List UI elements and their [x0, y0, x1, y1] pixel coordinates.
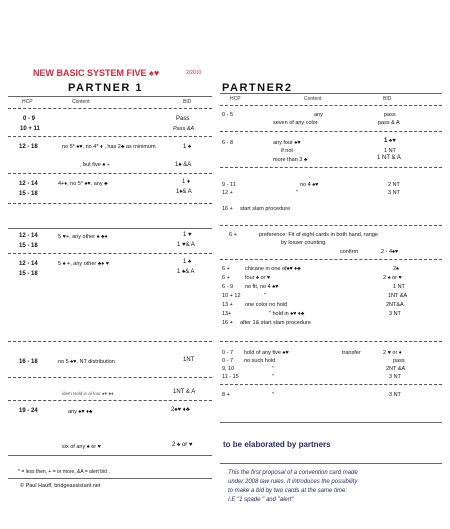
bid: pass [384, 112, 396, 118]
content: any ♠♥ ♦♣ [68, 409, 93, 415]
content: " hold in ♠♥ ♦♣ [269, 311, 305, 317]
note-line: This the first proposal of a convention card made [228, 470, 358, 476]
bid: 3 NT [389, 311, 401, 317]
content: start slam procedure [240, 206, 291, 212]
divider [220, 259, 442, 260]
content: six of any ♠ or ♥ [62, 444, 101, 450]
bid: 3 NT [389, 392, 401, 398]
hcp: 9, 10 [222, 366, 235, 372]
hcp: 12 - 18 [19, 144, 38, 150]
content: " [272, 366, 274, 372]
hcp: 12 - 14 [19, 181, 38, 187]
note-line: under 2008 law rules. It introduces the possibility [228, 479, 358, 485]
bid: 1NT & A [173, 389, 196, 395]
content: 5 ♠ +, any other ♣♦ ♥ [58, 261, 109, 267]
content: four ♠ or ♥ [245, 275, 271, 281]
hcp: 16 + [222, 320, 233, 326]
hcp: 11 - 15 [222, 374, 239, 380]
bid: 2NT &A [386, 366, 406, 372]
hcp: 6 - 8 [222, 140, 234, 146]
content: idem Hold in al four ♠♥ ♣♦ [62, 391, 114, 396]
col-content: Content [72, 99, 90, 105]
divider [8, 203, 212, 204]
bid: 2 NT [388, 182, 400, 188]
block2-confirm: confirm [340, 249, 359, 255]
bid: Pass [176, 116, 190, 122]
hcp: 19 - 24 [19, 408, 38, 414]
hcp: 12 + [222, 190, 233, 196]
content: no fit, no 4 ♠♥ [245, 284, 279, 290]
hcp: 9 - 11 [222, 182, 236, 188]
hcp: 0 - 9 [23, 116, 36, 122]
content: no 4 ♠♥ [300, 182, 319, 188]
divider [8, 96, 212, 97]
divider [220, 105, 442, 106]
note-line: to make a bid by two cards at the same time: [228, 488, 348, 494]
content: more than 3 ♣ [273, 157, 308, 163]
divider [220, 167, 442, 168]
divider [220, 131, 442, 132]
bid: 1♠ &A [175, 162, 192, 168]
hcp: 16 - 18 [19, 359, 38, 365]
divider [8, 253, 212, 254]
hcp: 6 - 9 [222, 284, 234, 290]
divider [8, 341, 212, 342]
bid: 2 ♠ or ♥ [383, 275, 402, 281]
hcp: 0 - 7 [222, 350, 234, 356]
copyright: © Paul Hauff, bridgeassistant.net [20, 483, 101, 489]
divider [220, 463, 442, 464]
content: no 5* ♠♥, no 4* ♦ , has 2♣ as minimum [62, 144, 156, 150]
content: 5 ♥+, any other ♠ ♣♦ [58, 234, 108, 240]
col-hcp: HCP [22, 99, 33, 105]
col-content: Content [304, 96, 322, 102]
divider [8, 377, 212, 378]
bid: 2NT&A [386, 302, 404, 308]
divider [8, 478, 212, 479]
divider [8, 455, 212, 456]
content: chicane in one of♠♥ ♦♣ [245, 266, 301, 272]
hcp: 6 + [222, 266, 230, 272]
divider [220, 341, 442, 342]
content: " [272, 374, 274, 380]
hcp: 8 + [222, 392, 230, 398]
divider [8, 228, 212, 229]
col-bid: BID [383, 96, 392, 102]
content: any [314, 112, 323, 118]
bid: 1 ♠ [183, 259, 192, 265]
hcp: 15 - 18 [19, 243, 38, 249]
content: " [296, 190, 298, 196]
content: no such hold [244, 358, 276, 364]
block2-plus: 6 + [229, 232, 237, 238]
hcp: 12 - 14 [19, 261, 38, 267]
divider [220, 93, 442, 94]
col-bid: BID [183, 99, 192, 105]
footnote: * = less then, + = or more, &A = alert bid , [18, 469, 110, 475]
bid: 1 ♠♥ [384, 138, 396, 144]
bid: Pass &A [173, 126, 195, 132]
content: seven of any color [273, 120, 318, 126]
hcp: 6 + [222, 275, 230, 281]
divider [220, 225, 442, 226]
content: no 5 ♠♥, NT distribution [58, 359, 115, 365]
bid: 2♠ [393, 266, 399, 272]
hcp: 15 - 18 [19, 191, 38, 197]
bid: 1NT [183, 357, 195, 363]
bid: 2♠♥ ♦♣ [171, 407, 190, 413]
divider [8, 173, 212, 174]
content: if not [281, 148, 293, 154]
content: hold of any five ♠♥ [244, 350, 289, 356]
partner2-heading: PARTNER2 [222, 82, 293, 94]
block2-confirm-bid: 2 - 4♠♥ [381, 249, 399, 255]
content: any four ♠♥ [273, 140, 301, 146]
content: 4+♦, no 5* ♠♥, any ♣ [58, 181, 108, 187]
date: 2/2010 [186, 70, 202, 76]
bid: pass [393, 358, 405, 364]
hcp: 13+ [222, 311, 232, 317]
col-hcp: HCP [230, 96, 241, 102]
bid: 1 ♥ [183, 232, 192, 238]
bid: 2 ♥ or ♦ [383, 350, 402, 356]
bid: 3 NT [388, 190, 400, 196]
divider [8, 136, 212, 137]
bid: 3 NT [389, 374, 401, 380]
block2-intro: preference: Fit of eight cards in both hand, range [259, 232, 378, 238]
bid: 1 NT [393, 284, 405, 290]
divider [220, 422, 442, 423]
hcp: 10 + 12 [222, 293, 241, 299]
bid: 1 NT & A [377, 155, 401, 161]
hcp: 13 + [222, 302, 233, 308]
content: " [272, 392, 274, 398]
hcp: 15 - 18 [19, 271, 38, 277]
content: , but five ♠ ÷ [80, 162, 110, 168]
hcp: 16 + [222, 206, 233, 212]
bid: 1 ♠ [183, 144, 192, 150]
note-line: I.E "1 spade " and "alert" [228, 497, 294, 503]
hcp: 0 - 5 [222, 112, 234, 118]
bid: 1 ♦ [182, 179, 191, 185]
system-title: NEW BASIC SYSTEM FIVE ♠♥ [33, 68, 160, 78]
hcp: 0 - 7 [222, 358, 234, 364]
bid: 1NT &A [388, 293, 408, 299]
content: one color no hold [245, 302, 288, 308]
elaborate-note: to be elaborated by partners [223, 440, 331, 449]
hcp: 12 - 14 [19, 233, 38, 239]
partner1-heading: PARTNER 1 [68, 82, 144, 94]
bid: 1♦& A [176, 189, 192, 195]
hcp: 10 + 11 [20, 126, 40, 132]
content: " [264, 293, 266, 299]
content: after 1& start slam procedure [240, 320, 311, 326]
block2-intro2: by losser counting [281, 240, 326, 246]
extra: transfer [342, 350, 361, 356]
divider [8, 400, 212, 401]
bid: pass & A [378, 120, 400, 126]
suits-icon: ♠♥ [149, 68, 160, 78]
bid: 2 ♠ or ♥ [172, 442, 193, 448]
bid: 1 NT [384, 148, 396, 154]
divider [8, 108, 212, 109]
divider [220, 384, 442, 385]
bid: 1 ♠& A [177, 269, 195, 275]
bid: 1 ♥& A [177, 242, 195, 248]
